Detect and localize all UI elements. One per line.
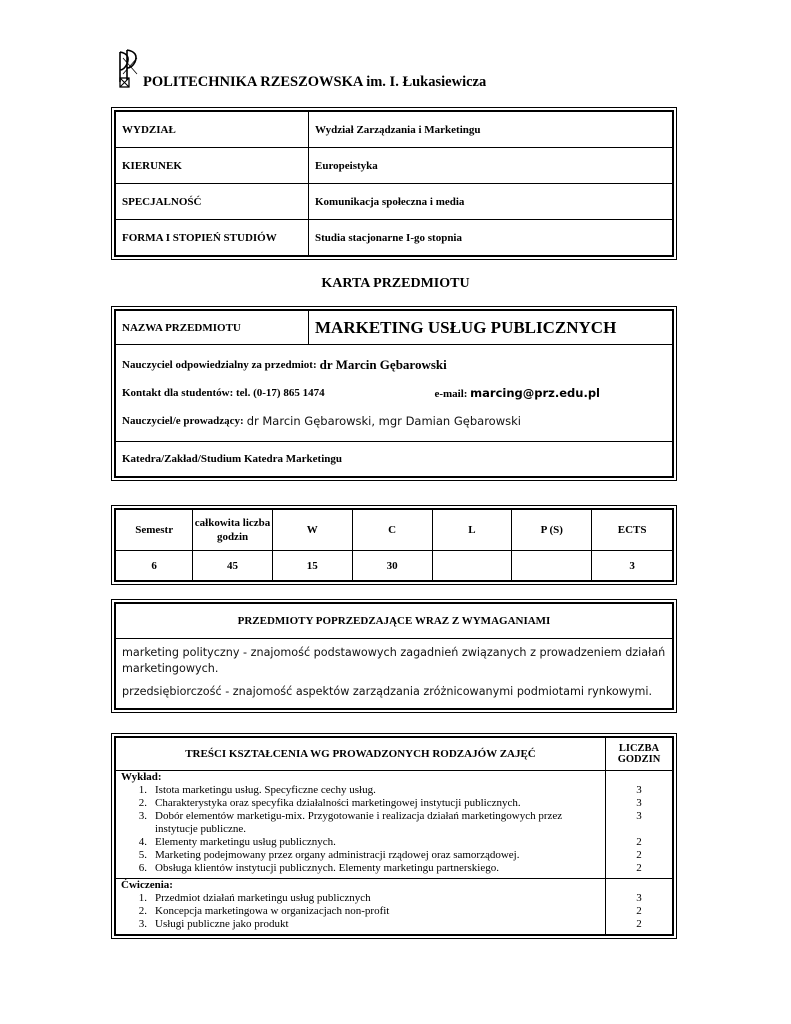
item-number: 5.	[138, 849, 147, 861]
item-hours: 3	[636, 784, 642, 796]
item-number: 2.	[138, 905, 147, 917]
faculty-key: KIERUNEK	[116, 148, 309, 184]
item-number: 6.	[138, 862, 147, 874]
item-text: Charakterystyka oraz specyfika działalności marketingowej instytucji publicznych.	[155, 797, 521, 809]
content-item	[121, 784, 601, 797]
content-table	[114, 736, 674, 936]
content-item	[121, 918, 601, 931]
faculty-value: Komunikacja społeczna i media	[309, 184, 673, 220]
item-text: Przedmiot działań marketingu usług publicznych	[155, 892, 371, 904]
content-item	[121, 797, 601, 810]
content-item	[121, 849, 601, 862]
document-title: KARTA PRZEDMIOTU	[321, 276, 470, 291]
contact-label: Kontakt dla studentów: tel. (0-17) 865 1474	[122, 387, 325, 399]
hours-value-cell: 3	[592, 551, 673, 581]
content-item	[121, 892, 601, 905]
content-item	[121, 836, 601, 849]
hours-header-cell: C	[352, 510, 432, 551]
item-text: Dobór elementów marketigu-mix. Przygotowanie i realizacja działań marketingowych przez instytucje publiczne.	[155, 810, 563, 835]
item-text: Obsługa klientów instytucji publicznych. Elementy marketingu partnerskiego.	[155, 862, 499, 874]
item-hours: 3	[636, 797, 642, 809]
lecture-label: Wykład:	[121, 771, 162, 783]
content-item	[121, 905, 601, 918]
item-number: 1.	[138, 892, 147, 904]
item-number: 3.	[138, 810, 147, 822]
faculty-table	[114, 110, 674, 257]
item-hours: 2	[636, 918, 642, 930]
faculty-row	[116, 148, 673, 184]
faculty-key: SPECJALNOŚĆ	[116, 184, 309, 220]
hours-value-cell	[432, 551, 512, 581]
faculty-value: Europeistyka	[309, 148, 673, 184]
hours-header-cell: Semestr	[116, 510, 193, 551]
item-hours: 2	[636, 905, 642, 917]
instructors-line	[122, 407, 666, 435]
item-number: 3.	[138, 918, 147, 930]
item-hours: 2	[636, 862, 642, 874]
faculty-row	[116, 184, 673, 220]
instructors-label: Nauczyciel/e prowadzący:	[122, 415, 244, 427]
university-title: POLITECHNIKA RZESZOWSKA im. I. Łukasiewicza	[143, 74, 487, 90]
hours-header-cell: P (S)	[512, 510, 592, 551]
prerequisites-title: PRZEDMIOTY POPRZEDZAJĄCE WRAZ Z WYMAGANIAMI	[116, 604, 673, 639]
faculty-row	[116, 112, 673, 148]
item-hours: 2	[636, 849, 642, 861]
teacher-line	[122, 351, 666, 379]
hours-value-cell: 6	[116, 551, 193, 581]
item-number: 4.	[138, 836, 147, 848]
content-title: TREŚCI KSZTAŁCENIA WG PROWADZONYCH RODZAJÓW ZAJĘĆ	[116, 738, 606, 771]
email-label: e-mail:	[434, 388, 471, 400]
exercise-label: Ćwiczenia:	[121, 879, 173, 891]
content-item	[121, 862, 601, 875]
instructors-value: dr Marcin Gębarowski, mgr Damian Gębarowski	[246, 414, 521, 428]
content-item	[121, 810, 601, 836]
hours-value-cell: 30	[352, 551, 432, 581]
department-line: Katedra/Zakład/Studium Katedra Marketingu	[116, 442, 673, 477]
hours-header-cell: W	[272, 510, 352, 551]
item-text: Istota marketingu usług. Specyficzne cechy usług.	[155, 784, 376, 796]
item-hours: 3	[636, 892, 642, 904]
item-hours: 3	[636, 810, 642, 822]
teacher-value: dr Marcin Gębarowski	[319, 357, 447, 372]
email-link[interactable]: marcing@prz.edu.pl	[470, 386, 600, 400]
item-number: 2.	[138, 797, 147, 809]
item-text: Elementy marketingu usług publicznych.	[155, 836, 336, 848]
subject-name-value: MARKETING USŁUG PUBLICZNYCH	[309, 311, 673, 345]
item-hours: 2	[636, 836, 642, 848]
faculty-key: WYDZIAŁ	[116, 112, 309, 148]
faculty-row	[116, 220, 673, 256]
university-logo-icon	[117, 48, 143, 92]
faculty-value: Studia stacjonarne I-go stopnia	[309, 220, 673, 256]
hours-value-cell	[512, 551, 592, 581]
page-header	[117, 48, 717, 98]
prerequisite-item: przedsiębiorczość - znajomość aspektów zarządzania zróżnicowanymi podmiotami rynkowymi.	[122, 685, 653, 698]
faculty-value: Wydział Zarządzania i Marketingu	[309, 112, 673, 148]
subject-name-label: NAZWA PRZEDMIOTU	[116, 311, 309, 345]
item-text: Marketing podejmowany przez organy administracji rządowej oraz samorządowej.	[155, 849, 520, 861]
item-number: 1.	[138, 784, 147, 796]
hours-value-cell: 15	[272, 551, 352, 581]
prerequisite-item: marketing polityczny - znajomość podstawowych zagadnień związanych z prowadzeniem działań marketingowych.	[122, 646, 666, 675]
hours-header-cell: L	[432, 510, 512, 551]
subject-table	[114, 309, 674, 478]
hours-table	[114, 508, 674, 582]
prerequisites-table	[114, 602, 674, 710]
item-text: Usługi publiczne jako produkt	[155, 918, 289, 930]
contact-line	[122, 379, 666, 407]
faculty-key: FORMA I STOPIEŃ STUDIÓW	[116, 220, 309, 256]
hours-value-cell: 45	[193, 551, 273, 581]
teacher-label: Nauczyciel odpowiedzialny za przedmiot:	[122, 359, 317, 371]
hours-header-cell: ECTS	[592, 510, 673, 551]
hours-header-cell: całkowita liczba godzin	[193, 510, 273, 551]
hours-header: LICZBA GODZIN	[606, 738, 673, 771]
item-text: Koncepcja marketingowa w organizacjach non-profit	[155, 905, 390, 917]
